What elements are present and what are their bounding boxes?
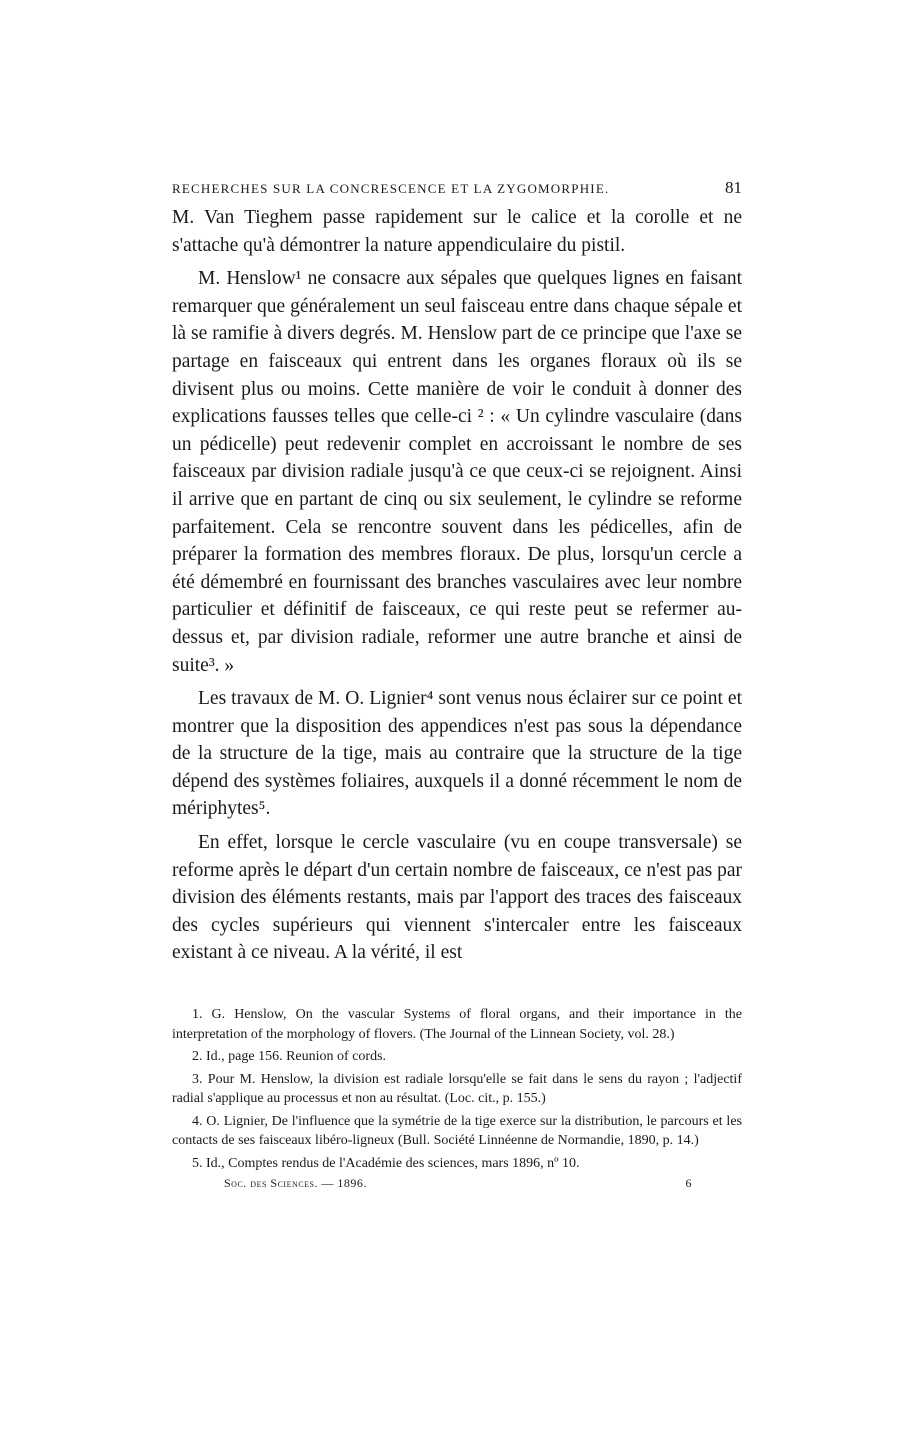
footnote: 2. Id., page 156. Reunion of cords.: [192, 1049, 387, 1065]
paragraph: M. Van Tieghem passe rapidement sur le calice et la corolle et ne s'attache qu'à démontrer la nature appendiculaire du pistil.: [172, 207, 742, 256]
page-number: 81: [725, 178, 742, 197]
body-text: [172, 204, 742, 967]
paragraph: M. Henslow¹ ne consacre aux sépales que quelques lignes en faisant remarquer que généralement un seul faisceau entre dans chaque sépale et là se ramifie à divers degrés. M. Henslow part de ce principe que l'axe se partage en faisceaux qui entrent dans les organes floraux où ils se divisent plus ou moins. Cette manière de voir le conduit à donner des explications fausses telles que celle-ci ² : « Un cylindre vasculaire (dans un pédicelle) peut redevenir complet en accroissant le nombre de ses faisceaux par division radiale jusqu'à ce que ceux-ci se rejoignent. Ainsi il arrive que en partant de cinq ou six seulement, le cylindre se reforme parfaitement. Cela se rencontre souvent dans les pédicelles, afin de préparer la formation des membres floraux. De plus, lorsqu'un cercle a été démembré en fournissant des branches vasculaires avec leur nombre particulier et définitif de faisceaux, ce qui reste peut se refermer au-dessus et, par division radiale, reformer une autre branche et ainsi de suite³. »: [172, 268, 742, 676]
document-page: [172, 178, 742, 1191]
running-title: RECHERCHES SUR LA CONCRESCENCE ET LA ZYGOMORPHIE.: [172, 181, 610, 196]
paragraph: Les travaux de M. O. Lignier⁴ sont venus nous éclairer sur ce point et montrer que la disposition des appendices n'est pas sous la dépendance de la structure de la tige, mais au contraire que la structure de la tige dépend des systèmes foliaires, auxquels il a donné récemment le nom de mériphytes⁵.: [172, 688, 742, 820]
footnote: 4. O. Lignier, De l'influence que la symétrie de la tige exerce sur la distribution, le parcours et les contacts de ses faisceaux libéro-ligneux (Bull. Société Linnéenne de Normandie, 1890, p. 14.): [172, 1113, 742, 1149]
signature-line: [172, 1176, 742, 1191]
signature-number: 6: [685, 1176, 692, 1191]
running-header: [172, 178, 742, 198]
footnotes: [172, 1005, 742, 1173]
footnote: 5. Id., Comptes rendus de l'Académie des sciences, mars 1896, nº 10.: [192, 1155, 580, 1171]
paragraph: En effet, lorsque le cercle vasculaire (vu en coupe transversale) se reforme après le départ d'un certain nombre de faisceaux, ce n'est pas par division des éléments restants, mais par l'apport des traces des faisceaux des cycles supérieurs qui viennent s'intercaler entre les faisceaux existant à ce niveau. A la vérité, il est: [172, 832, 742, 964]
signature-label: Soc. des Sciences. — 1896.: [224, 1176, 367, 1191]
footnote: 3. Pour M. Henslow, la division est radiale lorsqu'elle se fait dans le sens du rayon ; l'adjectif radial s'applique au processus et non au résultat. (Loc. cit., p. 155.): [172, 1071, 742, 1107]
footnote: 1. G. Henslow, On the vascular Systems of floral organs, and their importance in the interpretation of the morphology of flovers. (The Journal of the Linnean Society, vol. 28.): [172, 1007, 742, 1042]
